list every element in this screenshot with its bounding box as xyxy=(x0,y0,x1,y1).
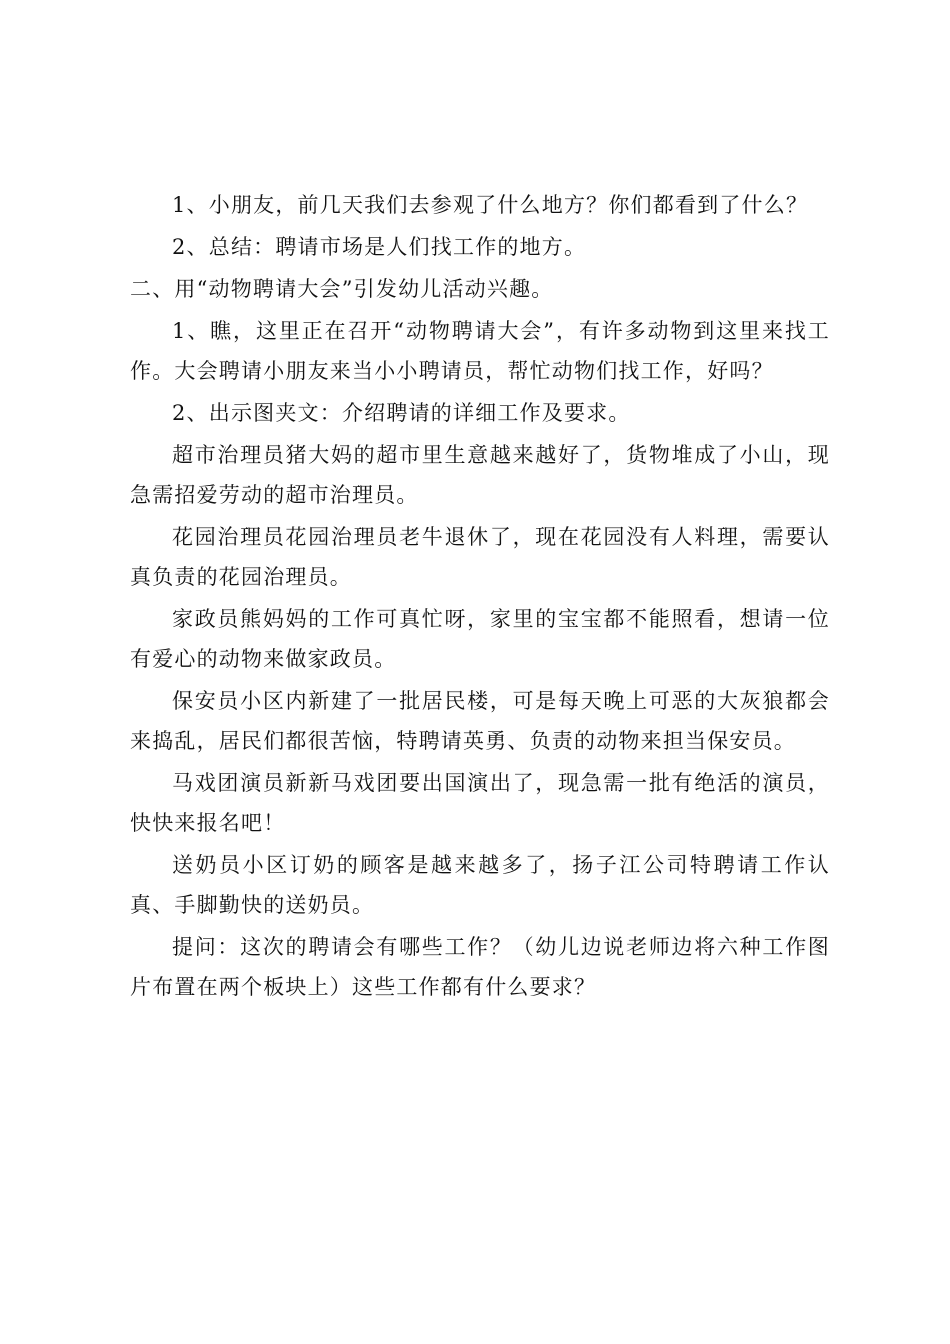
paragraph-supermarket-manager: 超市治理员猪大妈的超市里生意越来越好了，货物堆成了小山，现急需招爱劳动的超市治理员。 xyxy=(130,443,830,507)
paragraph-milk-delivery: 送奶员小区订奶的顾客是越来越多了，扬子江公司特聘请工作认真、手脚勤快的送奶员。 xyxy=(130,853,830,917)
document-body xyxy=(130,185,830,1009)
paragraph-show-pictures: 2、出示图夹文：介绍聘请的详细工作及要求。 xyxy=(172,401,631,425)
paragraph-summary: 2、总结：聘请市场是人们找工作的地方。 xyxy=(172,235,587,259)
paragraph-question-visit: 1、小朋友，前几天我们去参观了什么地方？你们都看到了什么？ xyxy=(172,193,809,217)
paragraph-animal-fair: 1、瞧，这里正在召开“动物聘请大会”，有许多动物到这里来找工作。大会聘请小朋友来当小小聘请员，帮忙动物们找工作，好吗？ xyxy=(130,319,830,383)
section-heading-two: 二、用“动物聘请大会”引发幼儿活动兴趣。 xyxy=(130,277,554,301)
paragraph-garden-manager: 花园治理员花园治理员老牛退休了，现在花园没有人料理，需要认真负责的花园治理员。 xyxy=(130,525,830,589)
paragraph-circus-performer: 马戏团演员新新马戏团要出国演出了，现急需一批有绝活的演员，快快来报名吧！ xyxy=(130,771,830,835)
paragraph-housekeeper: 家政员熊妈妈的工作可真忙呀，家里的宝宝都不能照看，想请一位有爱心的动物来做家政员。 xyxy=(130,607,830,671)
paragraph-security-guard: 保安员小区内新建了一批居民楼，可是每天晚上可恶的大灰狼都会来捣乱，居民们都很苦恼，特聘请英勇、负责的动物来担当保安员。 xyxy=(130,689,830,753)
paragraph-question-jobs: 提问：这次的聘请会有哪些工作？（幼儿边说老师边将六种工作图片布置在两个板块上）这些工作都有什么要求？ xyxy=(130,935,830,999)
